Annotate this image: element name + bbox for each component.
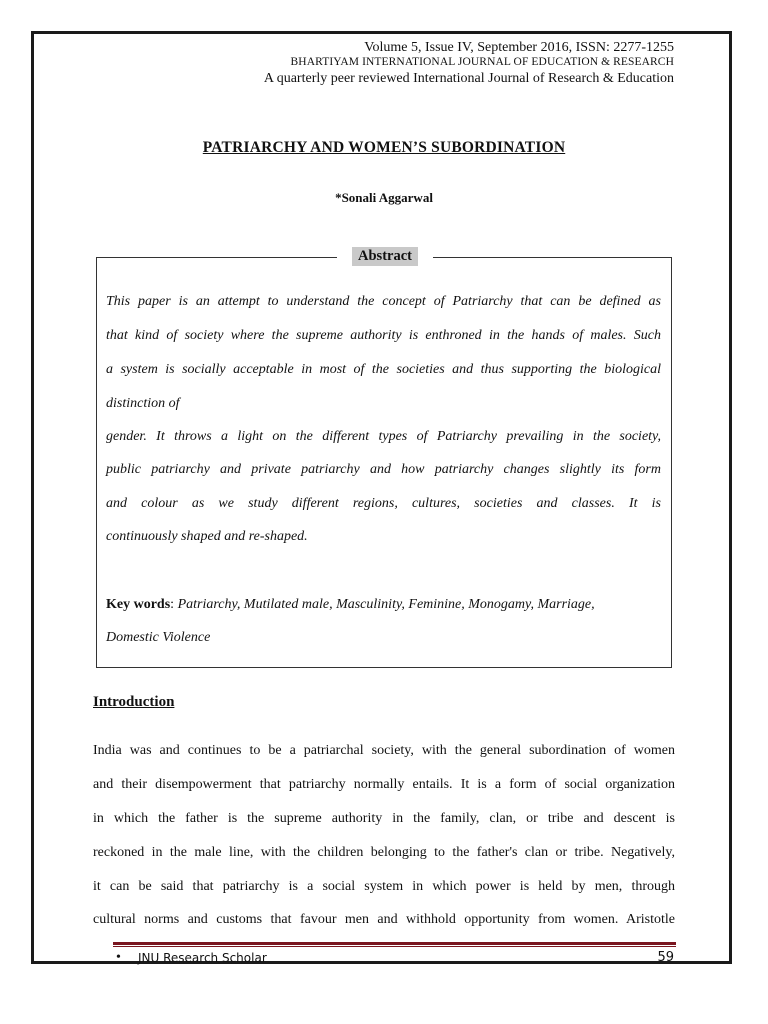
paper-title: PATRIARCHY AND WOMEN’S SUBORDINATION — [202, 139, 566, 156]
body-text-line: cultural norms and customs that favour men and withhold opportunity from women. Aristotle — [93, 912, 675, 927]
keywords-line-2 — [106, 630, 210, 646]
keywords-list-continued: Domestic Violence — [106, 630, 211, 645]
abstract-line: and colour as we study different regions, cultures, societies and classes. It is — [106, 496, 661, 511]
keywords-list: Patriarchy, Mutilated male, Masculinity, Feminine, Monogamy, Marriage, — [177, 597, 595, 612]
body-text-line: India was and continues to be a patriarchal society, with the general subordination of women — [93, 743, 675, 758]
paper-author: *Sonali Aggarwal — [335, 190, 433, 205]
body-text-line: in which the father is the supreme authority in the family, clan, or tribe and descent is — [93, 811, 675, 826]
footer-rule — [113, 942, 676, 945]
abstract-line: distinction of — [106, 396, 180, 411]
keywords-separator: : — [170, 597, 178, 612]
abstract-label-text: Abstract — [352, 247, 418, 266]
abstract-line: continuously shaped and re-shaped. — [106, 529, 308, 544]
journal-name-line: BHARTIYAM INTERNATIONAL JOURNAL OF EDUCATION & RESEARCH — [290, 56, 674, 68]
abstract-line: a system is socially acceptable in most of the societies and thus supporting the biological — [106, 362, 661, 377]
body-text-line: and their disempowerment that patriarchy normally entails. It is a form of social organization — [93, 777, 675, 792]
footer-affiliation: JNU Research Scholar — [138, 951, 267, 965]
abstract-line: public patriarchy and private patriarchy and how patriarchy changes slightly its form — [106, 462, 661, 477]
journal-volume-line: Volume 5, Issue IV, September 2016, ISSN: 2277-1255 — [364, 40, 674, 55]
body-text-line: reckoned in the male line, with the children belonging to the father's clan or tribe. Negatively, — [93, 845, 675, 860]
keywords-label: Key words — [106, 597, 171, 612]
abstract-line: that kind of society where the supreme authority is enthroned in the hands of males. Such — [106, 328, 661, 343]
footer-rule-thin — [113, 946, 676, 947]
page-number: 59 — [657, 950, 674, 965]
footer-bullet: • — [116, 950, 121, 965]
abstract-line: gender. It throws a light on the different types of Patriarchy prevailing in the society, — [106, 429, 661, 444]
keywords-line — [106, 597, 595, 613]
journal-description-line: A quarterly peer reviewed International Journal of Research & Education — [263, 71, 674, 86]
section-heading-introduction: Introduction — [93, 694, 175, 710]
abstract-line: This paper is an attempt to understand the concept of Patriarchy that can be defined as — [106, 294, 661, 309]
body-text-line: it can be said that patriarchy is a social system in which power is held by men, through — [93, 879, 675, 894]
abstract-label — [337, 245, 433, 267]
